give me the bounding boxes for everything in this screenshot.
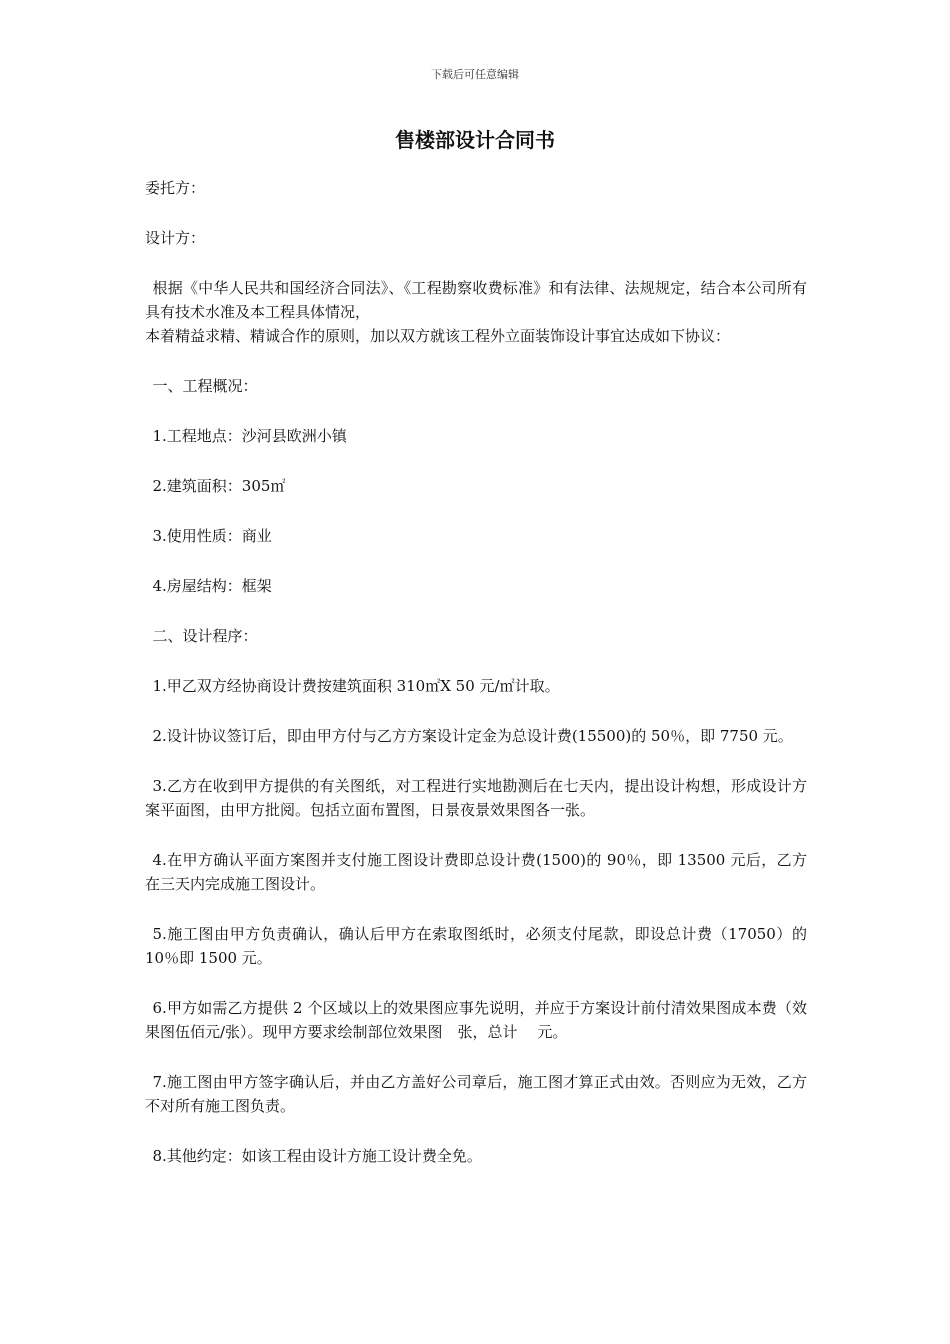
client-label: 委托方： [145,179,206,197]
section2-heading: 二、设计程序： [152,627,258,645]
contract-body [145,176,807,1194]
section1-item: 2.建筑面积：305㎡ [152,477,286,495]
section1-item: 1.工程地点：沙河县欧洲小镇 [152,427,347,445]
designer-label: 设计方： [145,229,206,247]
section2-item: 3.乙方在收到甲方提供的有关图纸，对工程进行实地勘测后在七天内，提出设计构想，形成设计方案平面图，由甲方批阅。包括立面布置图，日景夜景效果图各一张。 [145,777,807,819]
section1-heading: 一、工程概况： [152,377,258,395]
preamble-line-1: 根据《中华人民共和国经济合同法》、《工程勘察收费标准》和有法律、法规规定，结合本公司所有具有技术水准及本工程具体情况， [145,279,807,321]
section2-item: 2.设计协议签订后，即由甲方付与乙方方案设计定金为总设计费(15500)的 50％，即 7750 元。 [152,727,793,745]
section1-item: 3.使用性质：商业 [152,527,272,545]
section2-item: 1.甲乙双方经协商设计费按建筑面积 310㎡X 50 元/㎡计取。 [152,677,560,695]
section2-item: 8.其他约定：如该工程由设计方施工设计费全免。 [152,1147,482,1165]
section2-item: 6.甲方如需乙方提供 2 个区域以上的效果图应事先说明，并应于方案设计前付清效果图成本费（效果图伍佰元/张）。现甲方要求绘制部位效果图 张，总计 元。 [145,999,807,1041]
section2-item: 4.在甲方确认平面方案图并支付施工图设计费即总设计费(1500)的 90％，即 13500 元后，乙方在三天内完成施工图设计。 [145,851,807,893]
preamble-line-2: 本着精益求精、精诚合作的原则，加以双方就该工程外立面装饰设计事宜达成如下协议： [145,327,731,345]
section1-item: 4.房屋结构：框架 [152,577,272,595]
page-title: 售楼部设计合同书 [395,128,555,152]
section2-item: 7.施工图由甲方签字确认后，并由乙方盖好公司章后，施工图才算正式由效。否则应为无效，乙方不对所有施工图负责。 [145,1073,807,1115]
section2-item: 5.施工图由甲方负责确认，确认后甲方在索取图纸时，必须支付尾款，即设总计费（17050）的 10％即 1500 元。 [145,925,807,967]
header-note: 下载后可任意编辑 [431,68,519,81]
